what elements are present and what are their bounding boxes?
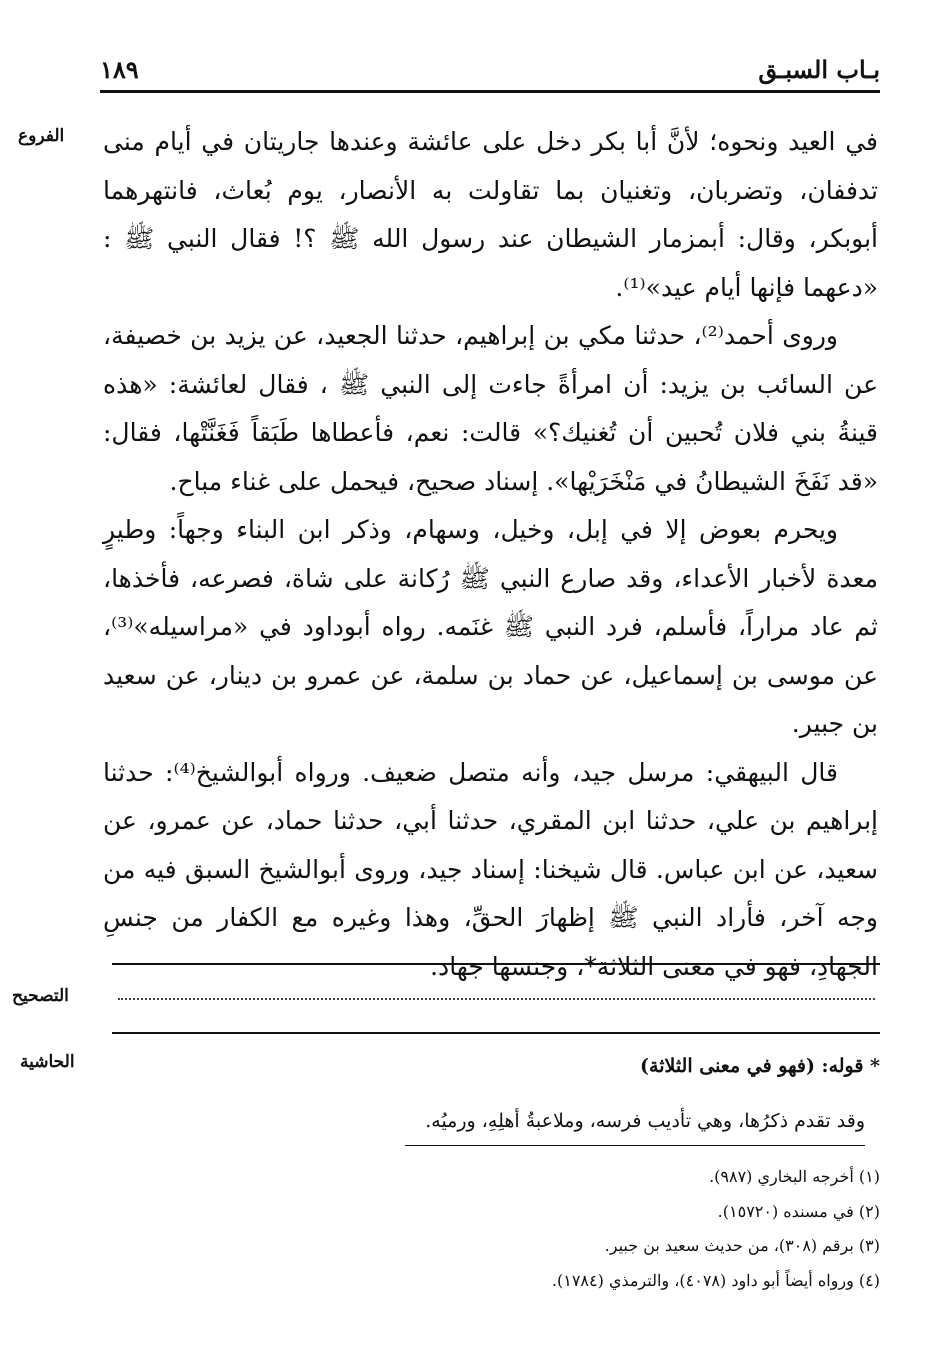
section-divider — [112, 963, 880, 965]
side-label-hashiya: الحاشية — [20, 1052, 75, 1072]
footnote: (٢) في مسنده (١٥٧٢٠). — [717, 1201, 880, 1221]
side-label-tashih: التصحيح — [12, 986, 69, 1006]
paragraph: في العيد ونحوه؛ لأنَّ أبا بكر دخل على عائشة وعندها جاريتان في أيام منى تدففان، وتضربان، وتغنيان بما تقاولت به الأنصار، يوم بُعاث، فانتهرهما أبوبكر، وقال: أبمزمار الشيطان عند رسول الله ﷺ ؟! فقال النبي ﷺ : «دعهما فإنها أيام عيد»⁽¹⁾. — [103, 127, 878, 302]
paragraph: ويحرم بعوض إلا في إبل، وخيل، وسهام، وذكر ابن البناء وجهاً: وطيرٍ معدة لأخبار الأعداء، وقد صارع النبي ﷺ رُكانة على شاة، فصرعه، فأخذها، ثم عاد مراراً، فأسلم، فرد النبي ﷺ غنَمه. رواه أبوداود في «مراسيله»⁽³⁾، عن موسى بن إسماعيل، عن حماد بن سلمة، عن عمرو بن دينار، عن سعيد بن جبير. — [103, 515, 878, 738]
hashiya-underline — [405, 1145, 865, 1146]
correction-dotted-line — [118, 998, 875, 1000]
section-divider — [112, 1032, 880, 1034]
footnotes — [280, 1160, 880, 1298]
header-rule — [100, 90, 880, 93]
footnote: (٤) ورواه أيضاً أبو داود (٤٠٧٨)، والترمذي (١٧٨٤). — [551, 1270, 880, 1290]
hashiya-heading: * قوله: (فهو في معنى الثلاثة) — [640, 1055, 880, 1077]
footnote: (٣) برقم (٣٠٨)، من حديث سعيد بن جبير. — [604, 1236, 880, 1255]
chapter-title: بـاب السبـق — [758, 55, 880, 84]
page-header — [100, 55, 880, 91]
side-label-furu: الفروع — [18, 126, 65, 146]
paragraph: وروى أحمد⁽²⁾، حدثنا مكي بن إبراهيم، حدثنا الجعيد، عن يزيد بن خصيفة، عن السائب بن يزيد: أن امرأةً جاءت إلى النبي ﷺ ، فقال لعائشة: «هذه قينةُ بني فلان تُحبين أن تُغنيك؟» قالت: نعم، فأعطاها طَبَقاً فَغَنَّتْها، فقال: «قد نَفَخَ الشيطانُ في مَنْخَرَيْها». إسناد صحيح، فيحمل على غناء مباح. — [103, 321, 878, 496]
main-text — [103, 118, 878, 991]
paragraph: قال البيهقي: مرسل جيد، وأنه متصل ضعيف. ورواه أبوالشيخ⁽⁴⁾: حدثنا إبراهيم بن علي، حدثنا ابن المقري، حدثنا أبي، حدثنا حماد، عن عمرو، عن سعيد، عن ابن عباس. قال شيخنا: إسناد جيد، وروى أبوالشيخ السبق فيه من وجه آخر، فأراد النبي ﷺ إظهارَ الحقِّ، وهذا وغيره مع الكفار من جنسِ الجهادِ، فهو في معنى الثلاثة*، وجنسها جهاد. — [103, 757, 878, 981]
page-number: ١٨٩ — [100, 55, 139, 84]
hashiya-body: وقد تقدم ذكرُها، وهي تأديب فرسه، وملاعبةُ أهلِهِ، ورميُه. — [425, 1110, 865, 1132]
footnote: (١) أخرجه البخاري (٩٨٧). — [709, 1167, 880, 1186]
